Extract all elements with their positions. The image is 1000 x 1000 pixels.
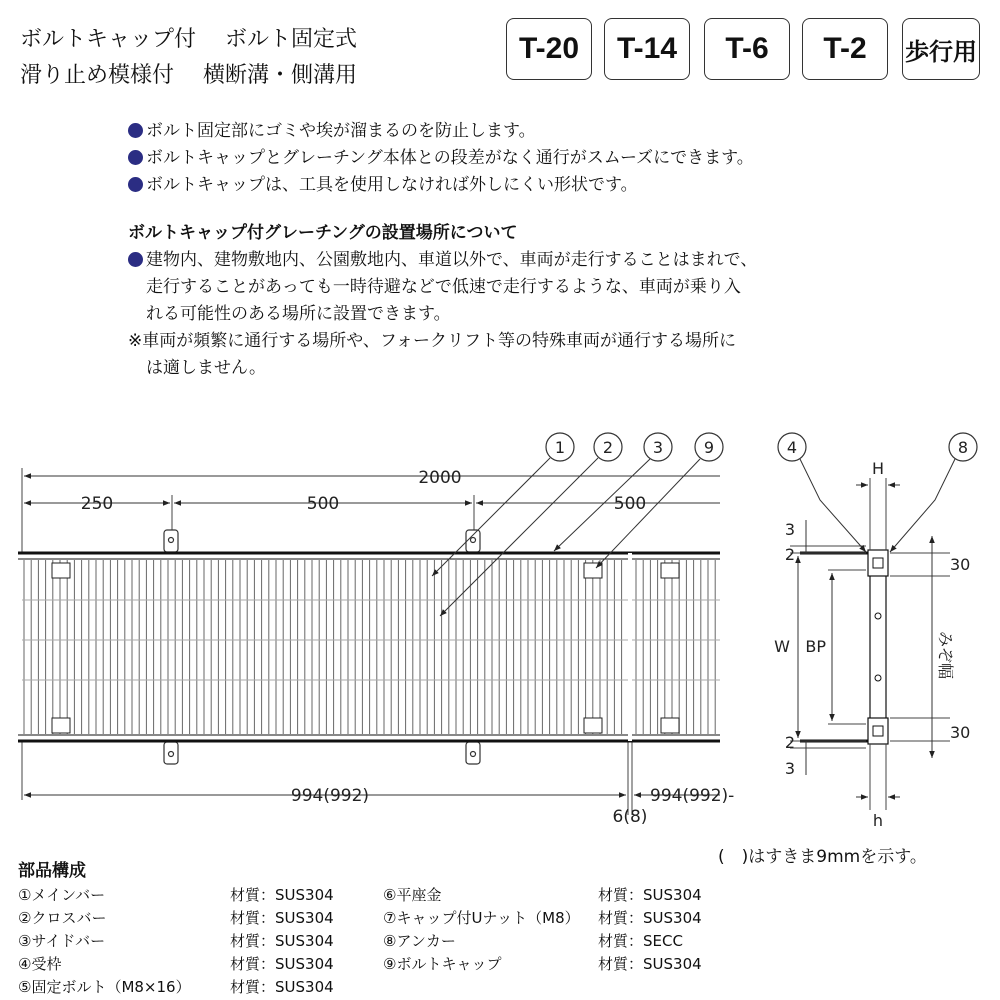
badge-t14: T-14 (604, 18, 690, 80)
badge-t2: T-2 (802, 18, 888, 80)
parts-title: 部品構成 (18, 861, 86, 881)
callout-3: 3 (652, 438, 664, 457)
feature-item-3: ボルトキャップは、工具を使用しなければ外しにくい形状です。 (128, 170, 638, 195)
part-name: ⑥平座金 (383, 886, 442, 904)
section-W: W (774, 637, 790, 656)
location-heading: ボルトキャップ付グレーチングの設置場所について (128, 223, 518, 243)
badge-walk: 歩行用 (902, 18, 980, 80)
badge-t20: T-20 (506, 18, 592, 80)
dim-500a: 500 (306, 494, 340, 514)
part-material: 材質：SUS304 (230, 932, 334, 950)
dim-bottom-right: 994(992)- (650, 786, 735, 806)
title-line-2: 滑り止め模様付 横断溝・側溝用 (20, 63, 357, 88)
part-material: 材質：SUS304 (230, 909, 334, 927)
part-name: ⑧アンカー (383, 932, 456, 950)
grating-bars (22, 553, 720, 741)
part-name: ⑤固定ボルト（M8×16） (18, 978, 191, 996)
section-d30-bot: 30 (950, 723, 971, 742)
part-name: ①メインバー (18, 886, 106, 904)
part-material: 材質：SUS304 (230, 886, 334, 904)
part-material: 材質：SUS304 (598, 886, 702, 904)
section-d2-top: 2 (784, 545, 795, 564)
gap-note: ( )はすきま9mmを示す。 (718, 847, 927, 867)
location-note-2: は適しません。 (146, 358, 267, 378)
dim-500b: 500 (613, 494, 647, 514)
dim-gap: 6(8) (612, 807, 648, 827)
dim-250: 250 (80, 494, 114, 514)
part-name: ⑦キャップ付Uナット（M8） (383, 909, 580, 927)
dim-total: 2000 (418, 468, 462, 488)
feature-item-1: ボルト固定部にゴミや埃が溜まるのを防止します。 (128, 116, 536, 141)
badge-t6: T-6 (704, 18, 790, 80)
section-callout-bubbles (778, 433, 977, 461)
location-line-1: 建物内、建物敷地内、公園敷地内、車道以外で、車両が走行することはまれで、 (128, 245, 757, 270)
part-name: ⑨ボルトキャップ (383, 955, 502, 973)
part-material: 材質：SUS304 (598, 955, 702, 973)
callout-2: 2 (602, 438, 614, 457)
part-name: ③サイドバー (18, 932, 106, 950)
location-line-3: れる可能性のある場所に設置できます。 (146, 304, 451, 324)
section-d3-bot: 3 (784, 759, 795, 778)
dimension-lines (24, 476, 720, 795)
part-material: 材質：SECC (598, 932, 683, 950)
callout-1: 1 (554, 438, 566, 457)
dim-bottom-left: 994(992) (290, 786, 370, 806)
section-groove-width: みぞ幅 (936, 630, 955, 680)
part-material: 材質：SUS304 (598, 909, 702, 927)
part-name: ④受枠 (18, 955, 62, 973)
section-d3-top: 3 (784, 520, 795, 539)
section-d2-bot: 2 (784, 733, 795, 752)
section-d30-top: 30 (950, 555, 971, 574)
location-note-1: ※車両が頻繁に通行する場所や、フォークリフト等の特殊車両が通行する場所に (128, 331, 737, 351)
section-H: H (871, 459, 885, 478)
part-material: 材質：SUS304 (230, 955, 334, 973)
feature-item-2: ボルトキャップとグレーチング本体との段差がなく通行がスムーズにできます。 (128, 143, 754, 168)
location-line-2: 走行することがあっても一時待避などで低速で走行するような、車両が乗り入 (146, 277, 741, 297)
callout-4: 4 (786, 438, 798, 457)
callout-8: 8 (957, 438, 969, 457)
section-BP: BP (805, 637, 826, 656)
part-name: ②クロスバー (18, 909, 107, 927)
title-line-1: ボルトキャップ付 ボルト固定式 (20, 27, 357, 52)
extension-lines (22, 468, 632, 815)
callout-9: 9 (703, 438, 715, 457)
callout-bubbles (546, 433, 723, 461)
part-material: 材質：SUS304 (230, 978, 334, 996)
section-h: h (872, 811, 884, 830)
